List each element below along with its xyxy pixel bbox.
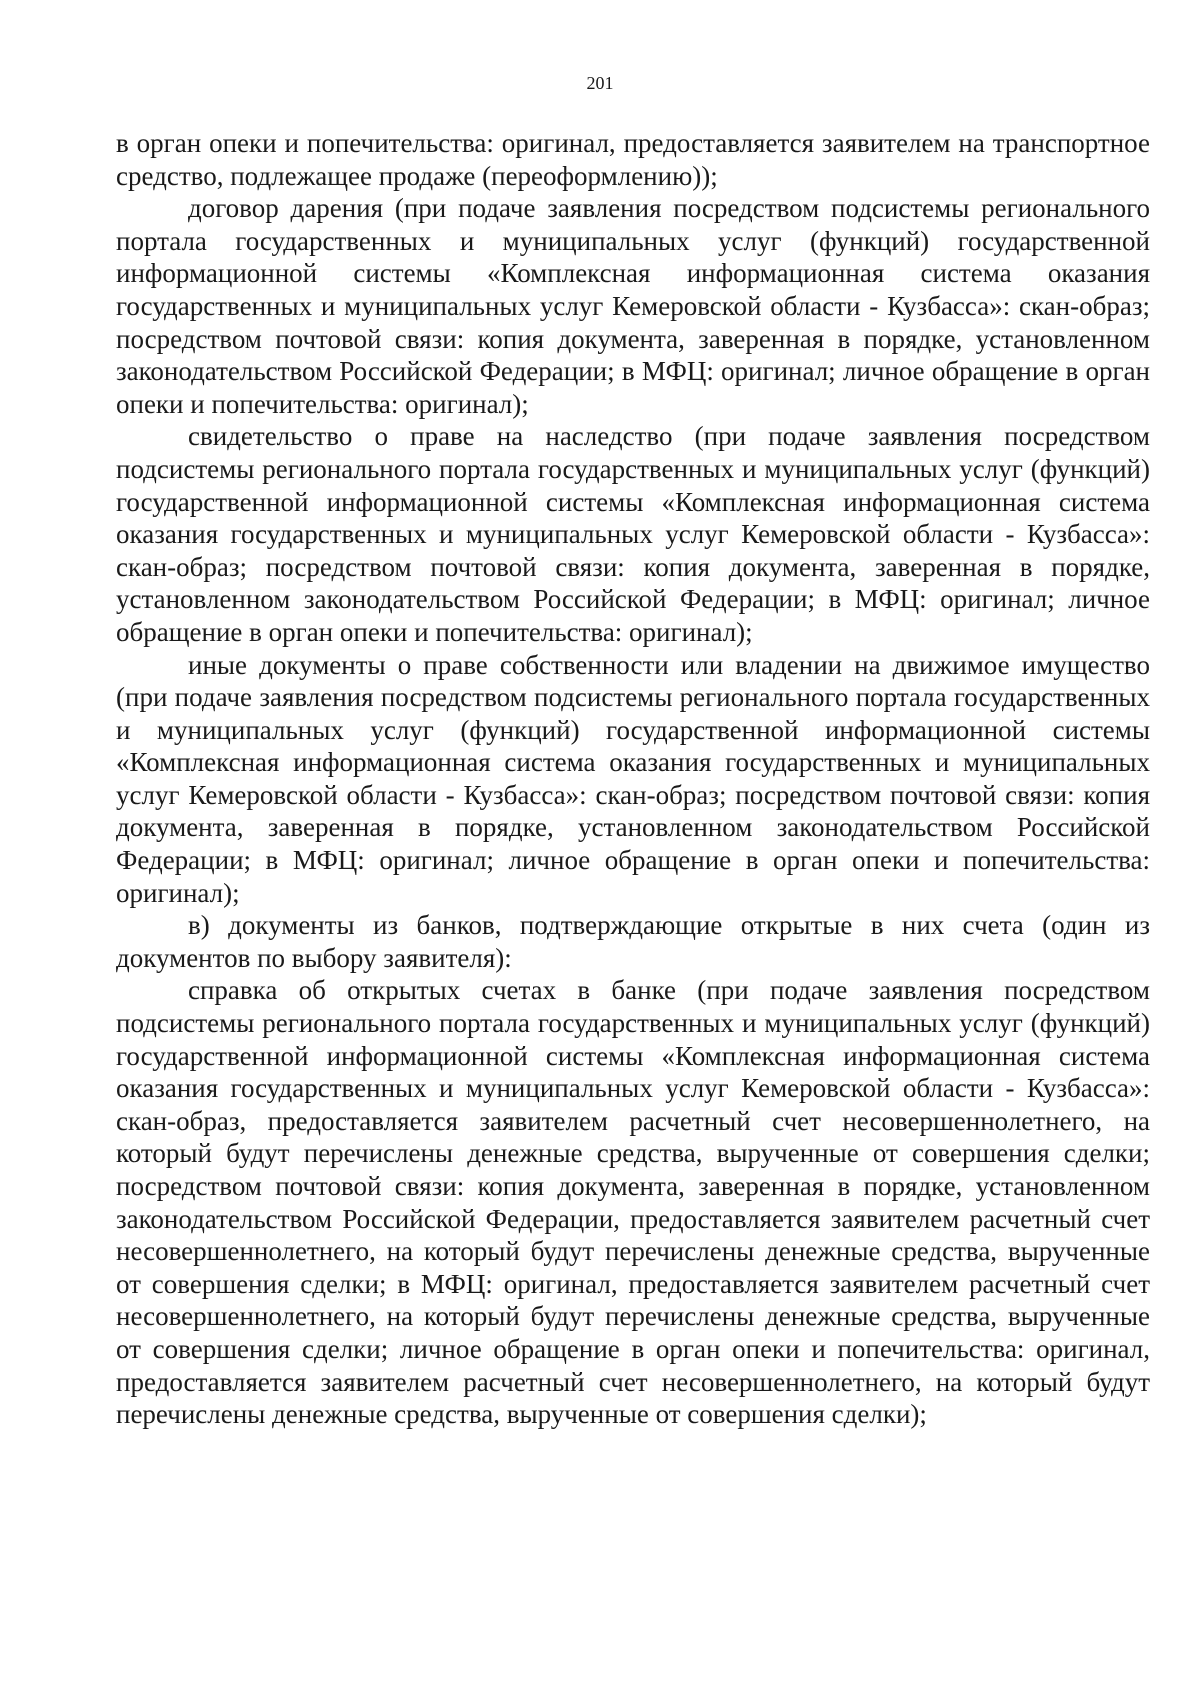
paragraph-bank-account-certificate: справка об открытых счетах в банке (при подаче заявления посредством подсистемы регионального портала государственных и муниципальных услуг (функций) государственной информационной системы «Комплексная информационная система оказания государственных и муниципальных услуг Кемеровской области - Кузбасса»: скан-образ, предоставляется заявителем расчетный счет несовершеннолетнего, на который будут перечислены денежные средства, вырученные от совершения сделки; посредством почтовой связи: копия документа, заверенная в порядке, установленном законодательством Российской Федерации, предоставляется заявителем расчетный счет несовершеннолетнего, на который будут перечислены денежные средства, вырученные от совершения сделки; в МФЦ: оригинал, предоставляется заявителем расчетный счет несовершеннолетнего, на который будут перечислены денежные средства, вырученные от совершения сделки; личное обращение в орган опеки и попечительства: оригинал, предоставляется заявителем расчетный счет несовершеннолетнего, на который будут перечислены денежные средства, вырученные от совершения сделки); — [116, 975, 1150, 1430]
paragraph-other-ownership-documents: иные документы о праве собственности или владении на движимое имущество (при подаче заявления посредством подсистемы регионального портала государственных и муниципальных услуг (функций) государственной информационной системы «Комплексная информационная система оказания государственных и муниципальных услуг Кемеровской области - Кузбасса»: скан-образ; посредством почтовой связи: копия документа, заверенная в порядке, установленном законодательством Российской Федерации; в МФЦ: оригинал; личное обращение в орган опеки и попечительства: оригинал); — [116, 649, 1150, 908]
paragraph-inheritance-certificate: свидетельство о праве на наследство (при подаче заявления посредством подсистемы регионального портала государственных и муниципальных услуг (функций) государственной информационной системы «Комплексная информационная система оказания государственных и муниципальных услуг Кемеровской области - Кузбасса»: скан-образ; посредством почтовой связи: копия документа, заверенная в порядке, установленном законодательством Российской Федерации; в МФЦ: оригинал; личное обращение в орган опеки и попечительства: оригинал); — [116, 421, 1150, 647]
paragraph-gift-agreement: договор дарения (при подаче заявления посредством подсистемы регионального портала государственных и муниципальных услуг (функций) государственной информационной системы «Комплексная информационная система оказания государственных и муниципальных услуг Кемеровской области - Кузбасса»: скан-образ; посредством почтовой связи: копия документа, заверенная в порядке, установленном законодательством Российской Федерации; в МФЦ: оригинал; личное обращение в орган опеки и попечительства: оригинал); — [116, 193, 1150, 419]
paragraph-bank-documents: в) документы из банков, подтверждающие открытые в них счета (один из документов по выбору заявителя): — [116, 910, 1150, 973]
paragraph-continuation: в орган опеки и попечительства: оригинал, предоставляется заявителем на транспортное средство, подлежащее продаже (переоформлению)); — [116, 128, 1150, 191]
document-body — [116, 127, 1150, 1431]
page-number: 201 — [586, 73, 614, 93]
